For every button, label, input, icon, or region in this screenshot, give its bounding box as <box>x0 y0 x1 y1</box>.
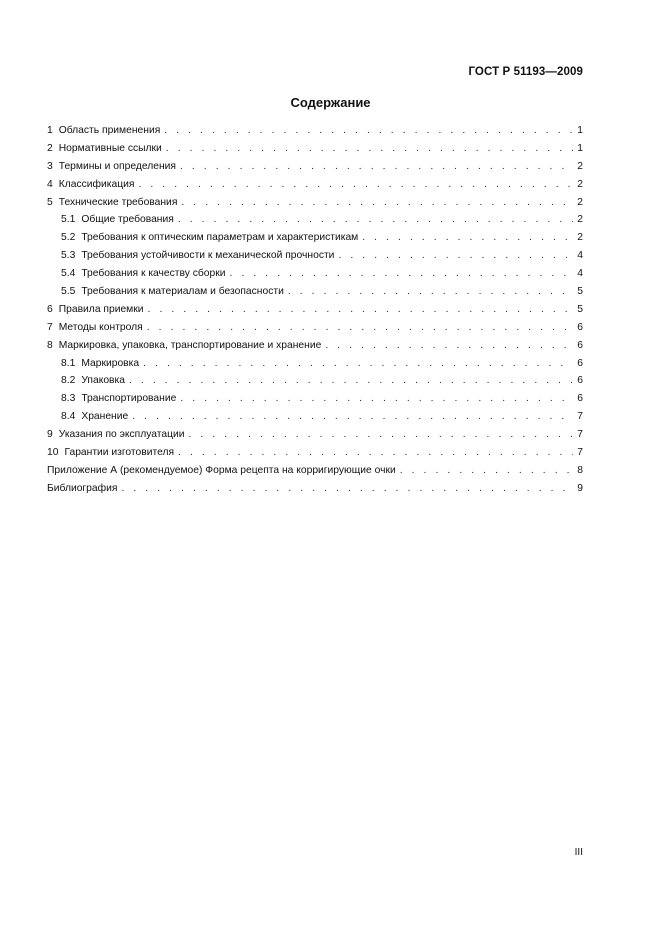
toc-entry-title: Классификация <box>58 178 135 190</box>
toc-entry-title: Требования к оптическим параметрам и характеристикам <box>81 232 359 244</box>
toc-entry-page: 2 <box>577 214 583 226</box>
toc-entry-page: 1 <box>577 125 583 136</box>
toc-entry-number: 5.2 <box>61 232 76 244</box>
toc-entry[interactable] <box>47 211 583 229</box>
toc-entry-title: Правила приемки <box>58 303 144 315</box>
toc-entry-page: 4 <box>577 250 583 262</box>
toc-entry-title: Технические требования <box>58 196 178 208</box>
toc-entry-page: 1 <box>577 142 583 154</box>
toc-dot-leader <box>325 337 573 355</box>
toc-entry[interactable] <box>47 140 583 158</box>
toc-entry[interactable] <box>47 283 583 301</box>
toc-entry[interactable] <box>47 480 583 498</box>
toc-entry-title: Требования устойчивости к механической прочности <box>81 250 335 262</box>
toc-entry[interactable] <box>47 462 583 480</box>
toc-entry-number: 5.5 <box>61 286 76 298</box>
toc-entry-number: 8.4 <box>61 411 76 423</box>
toc-dot-leader <box>288 283 573 301</box>
toc-entry[interactable] <box>47 158 583 176</box>
toc-dot-leader <box>148 301 573 319</box>
toc-entry-page: 5 <box>577 303 583 315</box>
toc-entry-title: Термины и определения <box>58 160 176 172</box>
toc-entry-number: 2 <box>47 142 53 154</box>
toc-entry-page: 2 <box>577 196 583 208</box>
toc-dot-leader <box>362 229 573 247</box>
toc-entry-title: Гарантии изготовителя <box>64 447 175 459</box>
toc-entry-number: 7 <box>47 321 53 333</box>
toc-entry-page: 6 <box>577 321 583 333</box>
toc-entry[interactable] <box>47 444 583 462</box>
toc-entry-page: 6 <box>577 375 583 387</box>
toc-entry[interactable] <box>47 426 583 444</box>
document-code: ГОСТ Р 51193—2009 <box>468 66 583 78</box>
toc-entry-page: 5 <box>577 286 583 298</box>
toc-entry-number: 6 <box>47 303 53 315</box>
toc-entry-title: Методы контроля <box>58 321 143 333</box>
toc-entry-number: 8 <box>47 339 53 351</box>
toc-dot-leader <box>180 390 573 408</box>
toc-entry-page: 8 <box>577 464 583 476</box>
toc-entry[interactable] <box>47 390 583 408</box>
toc-entry[interactable] <box>47 229 583 247</box>
table-of-contents <box>47 122 583 498</box>
toc-entry[interactable] <box>47 372 583 390</box>
toc-entry[interactable] <box>47 122 583 140</box>
toc-entry-title: Требования к качеству сборки <box>81 268 226 280</box>
toc-entry-page: 2 <box>577 160 583 172</box>
toc-entry-title: Нормативные ссылки <box>58 142 162 154</box>
toc-title: Содержание <box>290 95 371 110</box>
toc-entry-number: 10 <box>47 447 59 459</box>
toc-entry-page: 2 <box>577 178 583 190</box>
toc-entry-number: 3 <box>47 160 53 172</box>
toc-entry-title: Транспортирование <box>81 393 177 405</box>
toc-dot-leader <box>400 462 573 480</box>
toc-entry[interactable] <box>47 247 583 265</box>
page-number: III <box>574 847 583 858</box>
toc-dot-leader <box>147 319 573 337</box>
toc-entry-title: Упаковка <box>81 375 125 387</box>
toc-dot-leader <box>178 444 573 462</box>
toc-entry[interactable] <box>47 319 583 337</box>
toc-entry[interactable] <box>47 355 583 373</box>
toc-entry-number: 4 <box>47 178 53 190</box>
toc-entry-page: 7 <box>577 411 583 423</box>
toc-entry[interactable] <box>47 301 583 319</box>
toc-entry-number: 5.3 <box>61 250 76 262</box>
toc-entry-title: Маркировка <box>81 357 140 369</box>
toc-entry-page: 7 <box>577 429 583 441</box>
toc-entry-page: 9 <box>577 482 583 494</box>
toc-dot-leader <box>132 408 573 426</box>
toc-dot-leader <box>121 480 573 498</box>
toc-dot-leader <box>230 265 573 283</box>
toc-entry-number: 1 <box>47 125 53 136</box>
toc-entry[interactable] <box>47 194 583 212</box>
toc-entry-title: Приложение А (рекомендуемое) Форма рецепта на корригирующие очки <box>47 464 396 476</box>
toc-dot-leader <box>181 194 573 212</box>
toc-entry-page: 2 <box>577 232 583 244</box>
toc-entry-number: 9 <box>47 429 53 441</box>
toc-entry[interactable] <box>47 408 583 426</box>
toc-dot-leader <box>164 122 573 140</box>
toc-dot-leader <box>166 140 573 158</box>
toc-entry-number: 8.3 <box>61 393 76 405</box>
toc-entry-title: Маркировка, упаковка, транспортирование и хранение <box>58 339 322 351</box>
toc-entry-page: 4 <box>577 268 583 280</box>
toc-entry-page: 6 <box>577 393 583 405</box>
toc-dot-leader <box>178 211 573 229</box>
toc-dot-leader <box>338 247 573 265</box>
toc-entry-title: Указания по эксплуатации <box>58 429 185 441</box>
toc-entry-title: Хранение <box>81 411 129 423</box>
toc-entry-number: 8.2 <box>61 375 76 387</box>
toc-dot-leader <box>138 176 573 194</box>
toc-entry[interactable] <box>47 337 583 355</box>
toc-entry-page: 6 <box>577 339 583 351</box>
toc-entry-number: 8.1 <box>61 357 76 369</box>
toc-dot-leader <box>129 372 573 390</box>
toc-entry-number: 5.1 <box>61 214 76 226</box>
toc-entry-page: 6 <box>577 357 583 369</box>
toc-entry[interactable] <box>47 265 583 283</box>
toc-entry-title: Требования к материалам и безопасности <box>81 286 284 298</box>
toc-entry-page: 7 <box>577 447 583 459</box>
toc-entry[interactable] <box>47 176 583 194</box>
toc-dot-leader <box>180 158 573 176</box>
toc-entry-title: Общие требования <box>81 214 174 226</box>
toc-entry-number: 5.4 <box>61 268 76 280</box>
toc-entry-title: Область применения <box>58 125 161 136</box>
toc-entry-number: 5 <box>47 196 53 208</box>
toc-dot-leader <box>189 426 573 444</box>
toc-dot-leader <box>143 355 573 373</box>
toc-entry-title: Библиография <box>47 482 118 494</box>
